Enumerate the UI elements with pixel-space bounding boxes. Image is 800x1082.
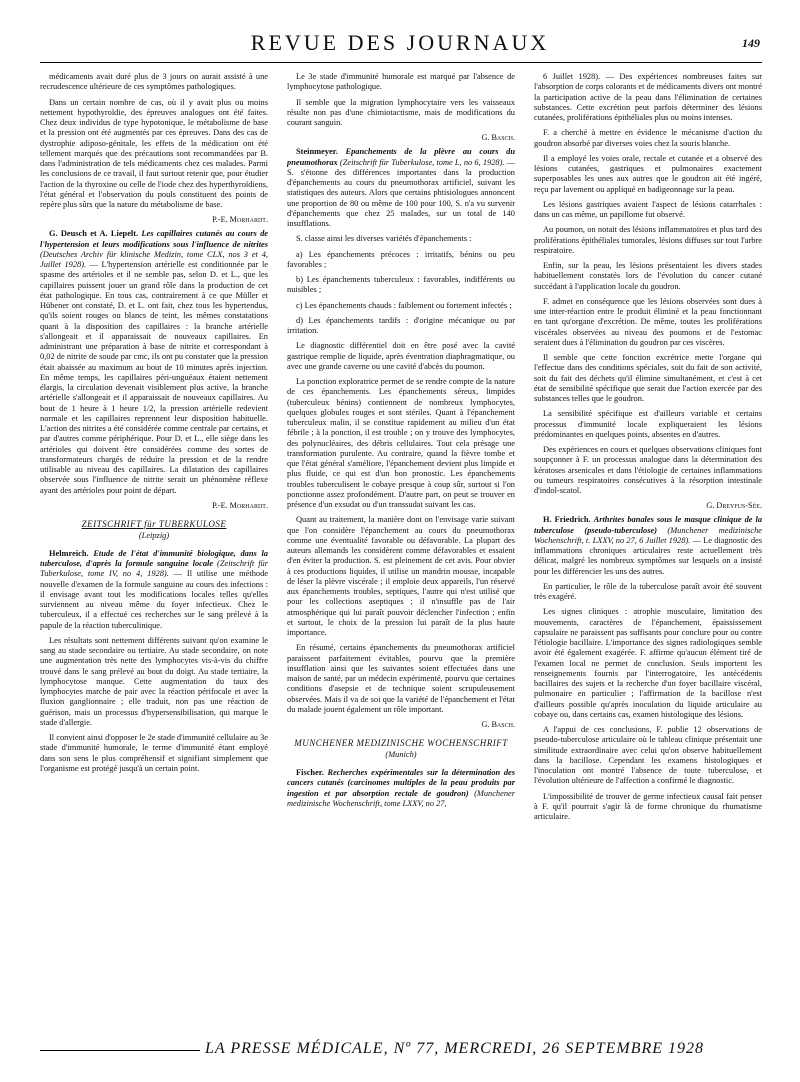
paragraph-text: En particulier, le rôle de la tuberculose paraît avoir été souvent très exagéré. bbox=[534, 581, 762, 601]
article-title: Les capillaires cutanés au cours de l'hypertension et leurs modifications sous l'influence de nitrites bbox=[40, 229, 268, 249]
signature: P.-E. Morhardt. bbox=[212, 215, 268, 225]
article-text bbox=[287, 147, 515, 229]
paragraph-text: Le diagnostic différentiel doit en être posé avec la cavité gastrique remplie de liquide, après éventration diaphragmatique, ou avec une grande caverne ou une cavité d'abcès du poumon. bbox=[287, 341, 515, 371]
signature: G. Basch. bbox=[481, 133, 515, 143]
paragraph-text: Des expériences en cours et quelques observations cliniques font soupçonner à F. un processus analogue dans la détermination des kératoses arsenicales et dans l'étiologie de certaines inflammations ou tumeurs respiratoires consécutives à la résorption intestinale d'indol-scatol. bbox=[534, 445, 762, 495]
signature: G. Dreyfus-Sée. bbox=[706, 501, 762, 511]
paragraph bbox=[287, 515, 515, 638]
running-header bbox=[40, 28, 760, 58]
page-footer bbox=[40, 1040, 762, 1062]
article-title: Etude de l'état d'immunité biologique, dans la tuberculose, d'après la formule sanguine locale bbox=[40, 548, 268, 569]
article-entry bbox=[287, 768, 515, 809]
paragraph-text: La sensibilité spécifique est d'ailleurs variable et certains processus d'immunité locale expliqueraient les lésions prédominantes en quelques points, absentes en d'autres. bbox=[534, 409, 762, 439]
article-body: — L'hypertension artérielle est conditionnée par le spasme des artérioles et il ne semble pas, selon D. et L., que les capillaires puissent jouer un grand rôle dans la production de cet état pathologique. En tous cas, contrairement à ce que Müller et Hübener ont constaté, D. et L. ont fait, chez tous les hypertendus, qu'ils soient rouges ou blancs de teint, les mêmes constatations quant à la disposition des capillaires : la branche artérielle s'allongeait et il apparaissait de nouveaux capillaires. En administrant une préparation à base de nitrite et correspondant à 0,02 de nitrite de soude par cmc, ils ont pu constater que la pression était abaissée au maximum au bout de 10 minutes après injection. En même temps, les capillaires péri-unguéaux étaient nettement élargis, la circulation devenait visiblement plus active, la branche artérielle s'allongeait et il apparaissait de nouveaux capillaires. Au bout de 1 heure à 1 heure 1/2, la pression artérielle redevient normale et les capillaires reprennent leur disposition habituelle. L'action des nitrites a été considérée comme centrale par certains, et par d'autres comme périphérique. Pour D. et L., elle siège dans les artérioles qui doivent être considérées comme des sortes de transformateurs chargés de réduire la pression et de la rendre utilisable au niveau des capillaires. La dilatation des capillaires observée sous l'influence de nitrite serait un phénomène réflexe ayant des artérioles pour point de départ. bbox=[40, 260, 268, 495]
paragraph-text: d) Les épanchements tardifs : d'origine mécanique ou par irritation. bbox=[287, 315, 515, 335]
article-title: Recherches expérimentales sur la détermination des cancers cutanés (carcinomes multiples de la peau produits par ingestion et par absorption rectale de goudron) bbox=[287, 768, 515, 798]
article-entry bbox=[534, 515, 762, 577]
paragraph bbox=[534, 72, 762, 123]
paragraph bbox=[40, 72, 268, 93]
signature: P.-E. Morhardt. bbox=[212, 500, 268, 510]
footer-text: LA PRESSE MÉDICALE, Nº 77, MERCREDI, 26 SEPTEMBRE 1928 bbox=[205, 1040, 705, 1057]
page-number: 149 bbox=[742, 36, 760, 50]
article-source: (Munchener medizinische Wochenschrift, tome LXXV, no 27, bbox=[287, 788, 515, 808]
journal-heading bbox=[40, 519, 268, 541]
paragraph-text: Les signes cliniques : atrophie musculaire, limitation des mouvements, caractères de l'épanchement, épaississement capsulaire ne paraissent pas suffisants pour conclure pour ou contre l'étiologie bacillaire. L'importance des signes radiologiques semble avoir été également exagérée. F. affirme qu'aucun élément tiré de l'examen local ne permet de conclusion. Seuls importent les renseignements fournis par l'interrogatoire, les antécédents bacillaires des sujets et la recherche d'un foyer bacillaire viscéral, pulmonaire en particulier ; l'affirmation de la bacillose n'est d'ailleurs possible qu'après inoculation du liquide articulaire au cobaye ou, dans certains cas, examen histologique des lésions. bbox=[534, 607, 762, 719]
article-entry bbox=[40, 229, 268, 496]
journal-city: (Leipzig) bbox=[138, 530, 170, 540]
article-author: G. Deusch et A. Liepelt. bbox=[49, 229, 139, 239]
header-title: REVUE DES JOURNAUX bbox=[250, 30, 550, 55]
paragraph bbox=[287, 377, 515, 510]
paragraph-text: Il semble que la migration lymphocytaire vers les vaisseaux résulte non pas d'une chimiotactisme, mais de modifications du courant sanguin. bbox=[287, 97, 515, 127]
journal-title: MUNCHENER MEDIZINISCHE WOCHENSCHRIFT bbox=[294, 738, 508, 748]
article-author: Steinmeyer. bbox=[296, 147, 338, 157]
article-author: Fischer. bbox=[296, 768, 324, 778]
paragraph-text: Dans un certain nombre de cas, où il y avait plus ou moins nettement hypothyroïdie, des épreuves analogues ont été faites. Chez deux individus de type hypotonique, le métabolisme de base et la pression ont été augmentés par ces épreuves. Dans des cas de dystrophie adiposo-génitale, les effets de la médication ont été tellement marqués que des précautions sont recommandées par B. dans l'administration de tels médicaments chez ces malades. Parmi les conclusions de ce travail, il faut surtout retenir que, pour étudier l'action de la thyroxine ou celle de l'iode chez des hyperthyroïdiens, l'état général et l'observation du pouls constituent des points de repère plus sûrs que la nature du métabolisme de base. bbox=[40, 97, 268, 209]
paragraph bbox=[287, 275, 515, 296]
paragraph bbox=[40, 636, 268, 728]
paragraph bbox=[534, 792, 762, 823]
paragraph-text: A l'appui de ces conclusions, F. publie 12 observations de pseudo-tuberculose articulaire où le tableau clinique présentait une similitude extraordinaire avec celui qu'on observe habituellement dans la bacillose. Cependant les examens histologiques et l'inoculation ont montré l'absence de toute tuberculose, et l'évolution ultérieure de l'affection a confirmé le diagnostic. bbox=[534, 725, 762, 786]
paragraph bbox=[534, 154, 762, 195]
paragraph bbox=[534, 261, 762, 292]
paragraph-text: En résumé, certains épanchements du pneumothorax artificiel paraissent parfaitement évitables, pourvu que la première insufflation ainsi que les suivantes soient effectuées dans une maison de santé, par un médecin expérimenté, pourvu que certaines conditions d'asepsie et de technique soient scrupuleusement observées. Mais il va de soi que la variété de l'épanchement et l'état du malade jouent également un rôle important. bbox=[287, 643, 515, 714]
article-text bbox=[40, 229, 268, 496]
article-title: Epanchements de la plèvre au cours du pneumothorax bbox=[287, 147, 515, 167]
article-body: — Le diagnostic des inflammations chroniques articulaires reste actuellement très délicat, malgré les nombreux symptômes sur lesquels on a insisté pour les différencier les uns des autres. bbox=[534, 535, 762, 576]
paragraph bbox=[287, 301, 515, 311]
paragraph-text: a) Les épanchements précoces : irritatifs, bénins ou peu favorables ; bbox=[287, 249, 515, 269]
paragraph-text: Il semble que cette fonction excrétrice mette l'organe qui l'effectue dans des conditions spéciales, soit du fait de son activité, soit du fait des déchets qu'il élimine simultanément, et c'est à cet état de sensibilité spécifique que serait due l'action exercée par des substances telles que le goudron. bbox=[534, 353, 762, 403]
paragraph bbox=[534, 725, 762, 787]
paragraph-text: Quant au traitement, la manière dont on l'envisage varie suivant que l'on considère l'épanchement au cours du pneumothorax comme une éventualité favorable ou défavorable. La plupart des auteurs allemands les considèrent comme défavorables et essaient d'en éviter la production. S. est pleinement de cet avis. Pour obvier à ces productions liquides, il utilise un mandrin mousse, incapable de léser la plèvre viscérale ; il emploie deux appareils, l'un réservé aux épanchements troubles, septiques, l'autre qui n'est utilisé que pour les collections aseptiques ; il n'insuffle pas de l'air atmosphérique qui lui paraît pouvoir déclencher l'infection ; enfin et surtout, le choix de la pression lui paraît de la plus haute importance. bbox=[287, 515, 515, 637]
article-text bbox=[287, 768, 515, 809]
paragraph bbox=[534, 297, 762, 348]
journal-title: ZEITSCHRIFT für TUBERKULOSE bbox=[81, 518, 227, 529]
paragraph-text: b) Les épanchements tuberculeux : favorables, indifférents ou nuisibles ; bbox=[287, 275, 515, 295]
paragraph bbox=[287, 72, 515, 93]
paragraph-text: S. classe ainsi les diverses variétés d'épanchements : bbox=[296, 234, 472, 244]
paragraph bbox=[287, 643, 515, 715]
article-entry bbox=[40, 549, 268, 631]
paragraph bbox=[40, 733, 268, 774]
paragraph bbox=[534, 607, 762, 720]
column-3 bbox=[534, 72, 762, 1032]
paragraph-text: Le 3e stade d'immunité humorale est marqué par l'absence de lymphocytose pathologique. bbox=[287, 72, 515, 92]
paragraph bbox=[534, 445, 762, 496]
article-title: Arthrites banales sous le masque clinique de la tuberculose (pseudo-tuberculose) bbox=[534, 515, 762, 535]
column-1 bbox=[40, 72, 268, 1032]
paragraph bbox=[287, 234, 515, 244]
article-author: Helmreich. bbox=[49, 548, 89, 558]
paragraph bbox=[534, 200, 762, 221]
text-columns bbox=[40, 72, 762, 1032]
paragraph bbox=[534, 409, 762, 440]
article-source: (Munchener medizinische Wochenschrift, t. LXXV, no 27, 6 Juillet 1928). bbox=[534, 525, 762, 545]
header-rule bbox=[40, 62, 762, 63]
paragraph-text: Il convient ainsi d'opposer le 2e stade d'immunité cellulaire au 3e stade d'immunité humorale, le terme d'immunité étant employé dans son sens le plus compréhensif et signifiant simplement que l'organisme est protégé jusqu'à un certain point. bbox=[40, 733, 268, 773]
paragraph-text: médicaments avait duré plus de 3 jours on aurait assisté à une recrudescence ultérieure de ces symptômes pathologiques. bbox=[40, 72, 268, 92]
paragraph bbox=[287, 250, 515, 271]
article-author: H. Friedrich. bbox=[543, 515, 591, 525]
article-body: — Il utilise une méthode nouvelle d'examen de la formule sanguine au cours des infections : il envisage avant tout les modifications locales telles qu'elles surviennent au niveau même du foyer infectieux. Chez le tuberculeux, il a effectué ces recherches sur le sang prélevé à la papule de la réaction tuberculinique. bbox=[40, 569, 268, 630]
paragraph bbox=[40, 98, 268, 211]
paragraph-text: Il a employé les voies orale, rectale et cutanée et a observé des lésions cutanées, gastriques et pulmonaires exactement superposables les unes aux autres que le goudron ait été ingéré, reçu par lavement ou appliqué en badigeonnage sur la peau. bbox=[534, 153, 762, 194]
article-entry bbox=[287, 147, 515, 229]
paragraph-text: L'impossibilité de trouver de germe infectieux causal fait penser à F. qu'il pourrait s'agir là de forme chronique du rhumatisme articulaire. bbox=[534, 791, 762, 821]
journal-city: (Munich) bbox=[385, 749, 417, 759]
article-source: (Zeitschrift für Tuberkulose, tome IV, no 4, 1928). bbox=[40, 559, 268, 579]
paragraph bbox=[287, 341, 515, 372]
article-body: — S. s'étonne des différences importantes dans la production d'épanchements au cours du pneumothorax artificiel, suivant les statistiques des auteurs. Alors que certains phtisiologues annoncent une proportion de 80 ou même de 100 pour 100, S. n'a vu survenir d'épanchements que chez 25 malades, sur un total de 140 insufflations. bbox=[287, 157, 515, 228]
paragraph-text: Les résultats sont nettement différents suivant qu'on examine le sang au stade secondaire ou tertiaire. Au stade secondaire, on note une augmentation très nette des lymphocytes vis-à-vis du chiffre trouvé dans le sang prélevé au bout du doigt. Au stade tertiaire, la lymphocytose manque. Cette augmentation du taux des lymphocytes marche de pair avec la réaction périfocale et avec la fluxion ganglionnaire ; elle traduit, non pas une réaction de guérison, mais un processus d'hypersensibilisation, qui marque le stade d'allergie. bbox=[40, 635, 268, 727]
paragraph-text: Les lésions gastriques avaient l'aspect de lésions catarrhales : dans un cas même, un papillome fut observé. bbox=[534, 199, 762, 219]
article-source: (Zeitschrift für Tuberkulose, tome L, no 6, 1928). bbox=[339, 157, 505, 167]
paragraph bbox=[534, 582, 762, 603]
journal-heading bbox=[287, 738, 515, 760]
footer-rule bbox=[40, 1050, 200, 1051]
paragraph-text: F. a cherché à mettre en évidence le mécanisme d'action du goudron absorbé par diverses voies chez la souris blanche. bbox=[534, 128, 762, 148]
column-2 bbox=[287, 72, 515, 1032]
article-text bbox=[40, 549, 268, 631]
paragraph-text: Enfin, sur la peau, les lésions présentaient les divers stades habituellement constatés lors de l'évolution du cancer cutané succédant à l'application locale du goudron. bbox=[534, 261, 762, 291]
paragraph-text: F. admet en conséquence que les lésions observées sont dues à une inter-réaction entre le produit éliminé et la peau fonctionnant en tant qu'organe d'excrétion. De même, toutes les proliférations viscérales observées au niveau des poumons et de l'estomac seraient dues à l'élimination du goudron par ces viscères. bbox=[534, 296, 762, 347]
paragraph bbox=[534, 225, 762, 256]
paragraph-text: c) Les épanchements chauds : faiblement ou fortement infectés ; bbox=[296, 300, 512, 310]
paragraph bbox=[534, 353, 762, 404]
paragraph-text: Au poumon, on notait des lésions inflammatoires et plus tard des proliférations épithéliales tumorales, lésions diffuses sur tout l'arbre respiratoire. bbox=[534, 225, 762, 255]
paragraph-text: La ponction exploratrice permet de se rendre compte de la nature de ces épanchements. Les épanchements séreux, limpides (tuberculeux bénins) contiennent de nombreux lymphocytes, quelques globules rouges et sont stériles. Quant à l'épanchement tuberculeux malin, il se constitue rapidement au milieu d'un état fébrile ; à la ponction, il est trouble ; on y trouve des lymphocytes, des polynucléaires, des débris cellulaires. Tout cela présage une transformation purulente. Au contraire, quand la fièvre tombe et que l'état général s'améliore, l'épanchement devient plus limpide et plus fluide, ce qui est d'un bon pronostic. Les épanchements troubles tuberculisent le cobaye presque à coup sûr, surtout si l'on ponctionne assez profondément. D'autre part, on peut se trouver en présence d'un exsudat ou d'un transsudat suivant les cas. bbox=[287, 377, 515, 509]
article-text bbox=[534, 515, 762, 577]
paragraph bbox=[287, 316, 515, 337]
paragraph bbox=[287, 98, 515, 129]
paragraph bbox=[534, 128, 762, 149]
signature: G. Basch. bbox=[481, 720, 515, 729]
paragraph-text: 6 Juillet 1928). — Des expériences nombreuses faites sur l'absorption de corps colorants et de médicaments divers ont montré la participation active de la peau dans l'élimination de certaines substances. Cette excrétion peut parfois déterminer des lésions cutanées, proliférations épithéliales plus ou moins intenses. bbox=[534, 72, 762, 122]
article-source: (Deutsches Archiv für klinische Medizin, tome CLX, nos 3 et 4, Juillet 1928). bbox=[40, 249, 268, 269]
